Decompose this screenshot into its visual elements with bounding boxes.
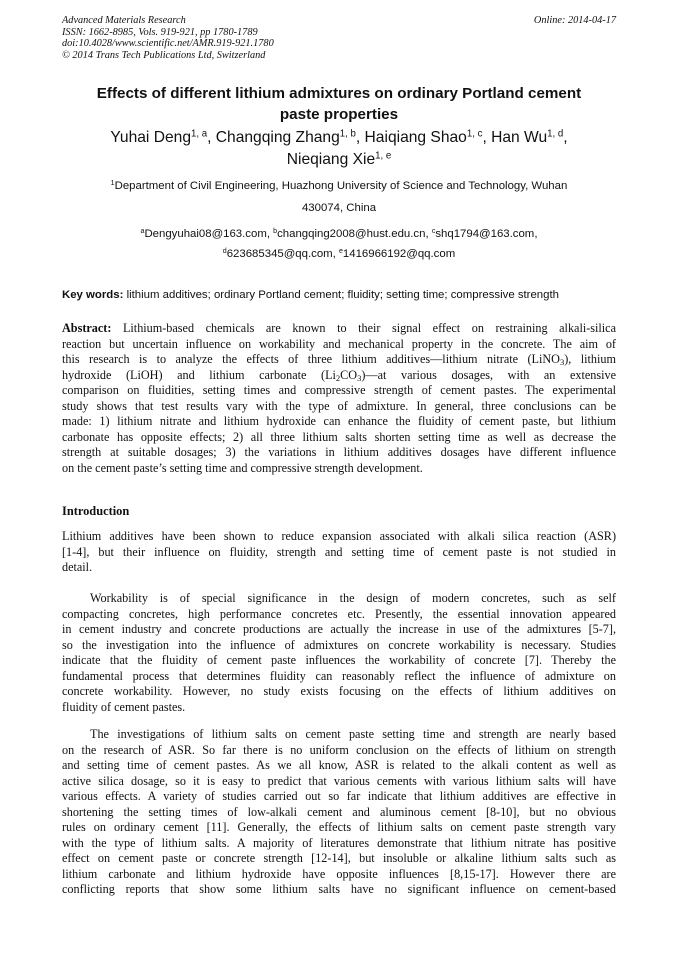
intro-paragraph-1: [62, 529, 616, 576]
paragraph-line: concrete workability. However, no study exists focusing on the effects of lithium additives on: [62, 684, 616, 698]
author-sep: ,: [482, 129, 492, 146]
keywords-label: Key words:: [62, 289, 124, 301]
issn-line: ISSN: 1662-8985, Vols. 919-921, pp 1780-1789: [62, 26, 258, 38]
abstract-line: on the cement paste’s setting time and compressive strength development.: [62, 460, 423, 475]
author-name: Yuhai Deng: [110, 129, 191, 146]
intro-paragraph-2: [62, 591, 616, 715]
title-line-2: paste properties: [279, 106, 399, 123]
affiliation-line-1: Department of Civil Engineering, Huazhong University of Science and Technology, Wuhan: [114, 180, 568, 192]
paragraph-line: compacting concretes, high performance concretes etc. Presently, the essential innovation appeared: [62, 606, 616, 621]
paper-title: [62, 83, 616, 125]
email-address: changqing2008@hust.edu.cn: [277, 228, 426, 240]
paragraph-line: Workability is of special significance in the design of modern concretes, such as self: [90, 591, 616, 605]
journal-name: Advanced Materials Research: [62, 15, 186, 26]
email-sup: a: [140, 228, 145, 236]
affiliation-sup: 1: [110, 180, 115, 188]
paragraph-line: and setting time of cement pastes. As we all know, ASR is related to the alkali content as well as: [62, 758, 616, 772]
abstract-line: strength at suitable dosages; 3) the variations in lithium additives dosages have different influence: [62, 445, 616, 459]
email-address: 623685345@qq.com: [226, 247, 333, 260]
email-sup: b: [273, 228, 278, 236]
email-address: shq1794@163.com: [435, 228, 535, 240]
email-sep: ,: [425, 228, 432, 240]
paragraph-line: The investigations of lithium salts on cement paste setting time and strength are nearly based: [90, 727, 616, 741]
paragraph-line: on the research of ASR. So far there is no uniform conclusion on the effects of lithium on strength: [62, 742, 616, 757]
author-list: [62, 127, 616, 170]
affiliation-line-2: 430074, China: [301, 201, 377, 214]
abstract-line: carbonate has opposite effects; 2) all three lithium salts shorten setting time as well as decrease the: [62, 429, 616, 444]
journal-header: [62, 15, 616, 61]
email-sep: ,: [332, 247, 339, 260]
abstract-line: made: 1) lithium nitrate and lithium hydroxide can enhance the fluidity of cement paste, but lithium: [62, 414, 616, 428]
paragraph-line: fluidity of cement pastes.: [62, 699, 186, 714]
title-line-1: Effects of different lithium admixtures on ordinary Portland cement: [96, 85, 582, 102]
paragraph-line: Lithium additives have been shown to reduce expansion associated with alkali silica reaction (ASR): [62, 529, 616, 543]
email-sep: ,: [266, 228, 274, 240]
abstract-line: hydroxide (LiOH) and lithium carbonate $(Li_2CO_3)—at$ various dosages, with an extensive: [62, 367, 616, 383]
author-sep: ,: [207, 129, 216, 146]
paragraph-line: detail.: [62, 560, 93, 574]
paragraph-line: active silica dosage, so it is easy to predict that various cements with various lithium salts will have: [62, 773, 616, 788]
author-sup: 1, c: [466, 128, 483, 140]
paragraph-line: indicate that the fluidity of cement paste influences the workability of concrete [7]. Thereby the: [62, 653, 616, 667]
abstract: [62, 321, 616, 476]
author-sup: 1, d: [547, 128, 564, 140]
email-sup: d: [222, 247, 227, 255]
paragraph-line: lithium carbonate and lithium hydroxide have opposite influences [8,15-17]. However there are: [62, 866, 616, 881]
paragraph-line: effect on cement paste or concrete strength [12-14], but insoluble or alkaline lithium salts such as: [62, 851, 616, 865]
paragraph-line: fundamental process that determines fluidity can reasonably reflect the influence of admixture on: [62, 668, 616, 683]
paragraph-line: with the type of lithium salts. A majority of literatures demonstrate that lithium nitrate has positive: [62, 835, 616, 850]
paragraph-line: shortening the setting times of low-alkali cement and aluminous cement [8-10], but no obvious: [62, 804, 616, 819]
paragraph-line: so the investigation into the influence of admixtures on concrete workability is necessary. Studies: [62, 637, 616, 652]
paragraph-line: conflicting reports that show some lithium salts have no significant influence on cement-based: [62, 882, 616, 896]
author-name: Changqing Zhang: [215, 129, 340, 146]
email-address: Dengyuhai08@163.com: [144, 228, 267, 240]
abstract-line: Lithium-based chemicals are known to their signal effect on restraining alkali-silica: [111, 321, 616, 335]
keywords-text: lithium additives; ordinary Portland cement; fluidity; setting time; compressive strength: [126, 289, 559, 301]
email-sep: ,: [534, 228, 538, 240]
author-sup: 1, e: [375, 150, 392, 162]
copyright-line: © 2014 Trans Tech Publications Ltd, Switzerland: [62, 49, 266, 61]
paragraph-line: various effects. A variety of studies carried out so far indicate that lithium additives are effective in: [62, 789, 616, 803]
author-name: Haiqiang Shao: [364, 129, 467, 146]
author-sup: 1, a: [191, 128, 208, 140]
email-sup: e: [339, 247, 343, 255]
online-date: Online: 2014-04-17: [533, 15, 616, 26]
abstract-line: reaction but uncertain influence on workability and mechanical property in the concrete. The aim of: [62, 336, 616, 351]
paragraph-line: [1-4], but their influence on fluidity, strength and setting time of cement paste is not studied in: [62, 544, 616, 559]
abstract-line: comparison on fluidities, setting times and compressive strength of cement pastes. The experimental: [62, 383, 616, 397]
author-name: Han Wu: [491, 129, 548, 146]
abstract-line: this research is to analyze the effects of three lithium additives—lithium nitrate (LiNO$_3$), lithium: [62, 352, 616, 368]
email-list: [62, 225, 616, 264]
section-heading-introduction: Introduction: [62, 504, 130, 518]
email-address: 1416966192@qq.com: [342, 247, 456, 260]
author-sep: ,: [355, 129, 365, 146]
paragraph-line: rules on ordinary cement [11]. Generally, the effects of lithium salts on cement paste strength vary: [62, 820, 616, 834]
author-sup: 1, b: [339, 128, 356, 140]
author-sep: ,: [563, 129, 568, 146]
keywords: [62, 288, 622, 303]
abstract-label: Abstract:: [62, 321, 112, 335]
abstract-line: study shows that test results vary with the type of admixture. In general, three conclusions can be: [62, 398, 616, 413]
intro-paragraph-3: [62, 727, 616, 898]
author-name: Nieqiang Xie: [286, 150, 376, 168]
doi-line: doi:10.4028/www.scientific.net/AMR.919-921.1780: [62, 38, 274, 50]
affiliation: [62, 176, 616, 219]
email-sup: c: [431, 228, 436, 236]
paragraph-line: in cement industry and concrete productions are actually the increase in use of the admixtures [5-7],: [62, 622, 616, 636]
